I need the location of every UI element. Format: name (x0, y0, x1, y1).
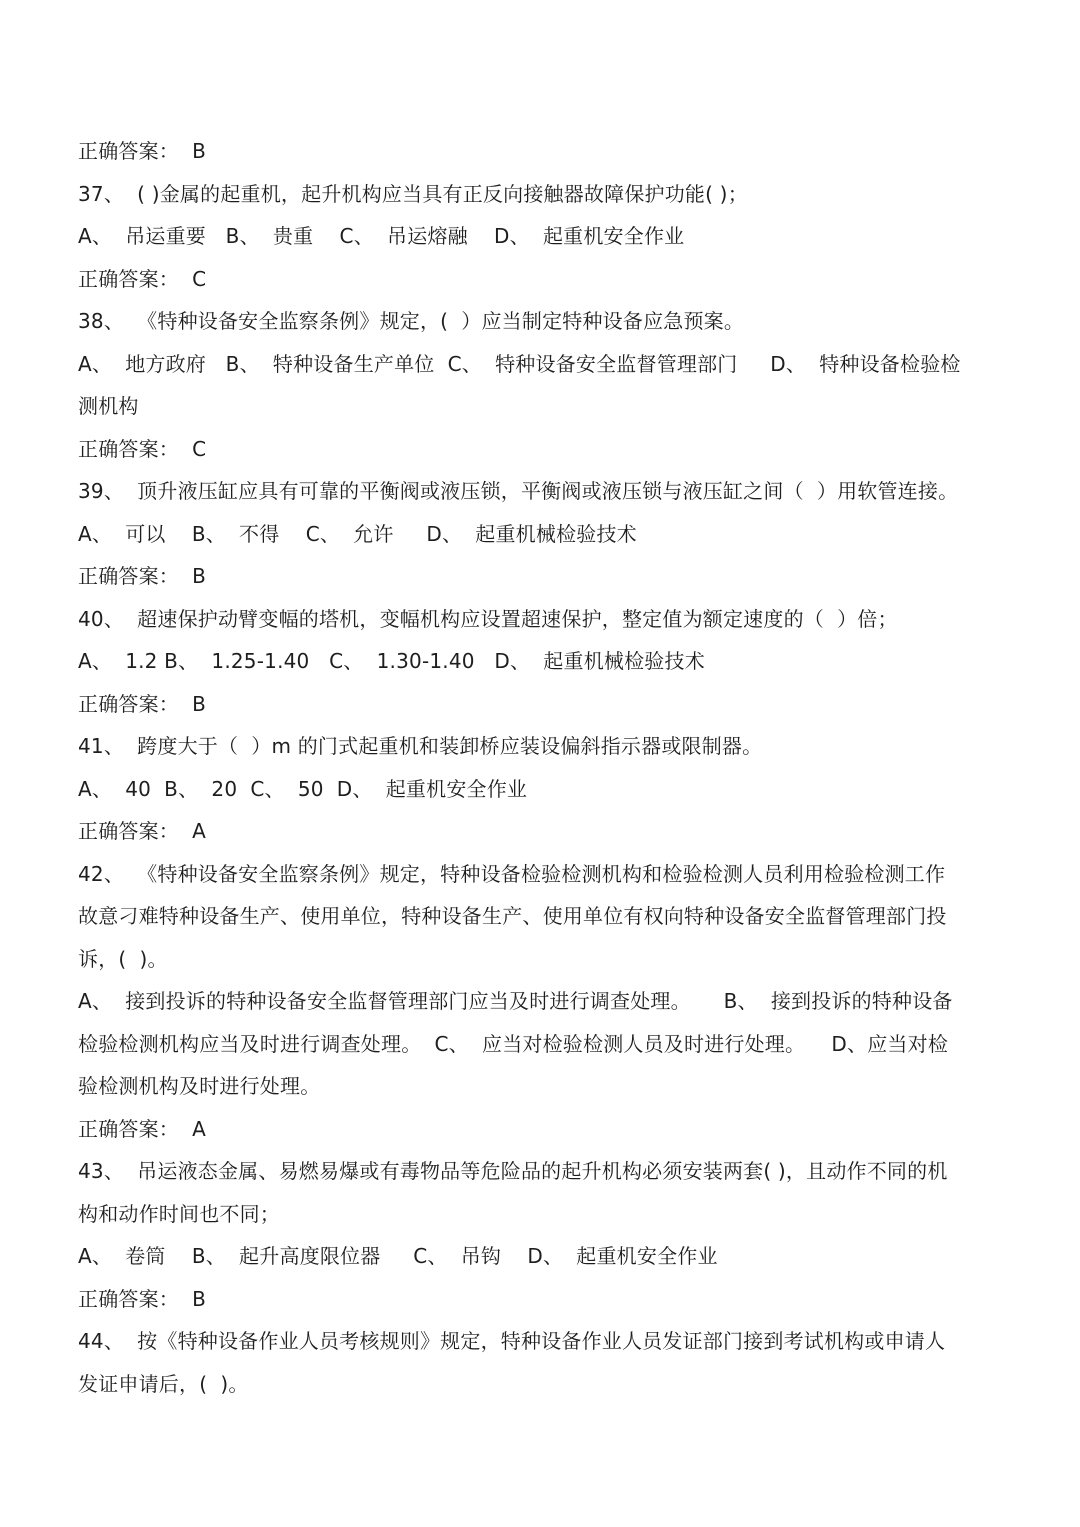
question-line: 构和动作时间也不同； (78, 1202, 280, 1226)
question-line: 诉，( )。 (78, 947, 168, 971)
options-line: A、 地方政府 B、 特种设备生产单位 C、 特种设备安全监督管理部门 D、 特种设备检验检 (78, 352, 961, 376)
answer-line: 正确答案： B (78, 692, 207, 716)
question-line: 38、 《特种设备安全监察条例》规定，( ）应当制定特种设备应急预案。 (78, 309, 745, 333)
options-line: 检验检测机构应当及时进行调查处理。 C、 应当对检验检测人员及时进行处理。 D、应当对检 (78, 1032, 949, 1056)
options-line: A、 吊运重要 B、 贵重 C、 吊运熔融 D、 起重机安全作业 (78, 224, 685, 248)
question-line: 43、 吊运液态金属、易燃易爆或有毒物品等危险品的起升机构必须安装两套( )，且动作不同的机 (78, 1159, 948, 1183)
options-line: A、 接到投诉的特种设备安全监督管理部门应当及时进行调查处理。 B、 接到投诉的特种设备 (78, 989, 953, 1013)
answer-line: 正确答案： C (78, 267, 207, 291)
options-line: A、 1.2 B、 1.25-1.40 C、 1.30-1.40 D、 起重机械检验技术 (78, 649, 705, 673)
answer-line: 正确答案： B (78, 564, 207, 588)
question-line: 37、 ( )金属的起重机，起升机构应当具有正反向接触器故障保护功能( )； (78, 182, 748, 206)
question-line: 发证申请后，( )。 (78, 1372, 249, 1396)
options-line: 验检测机构及时进行处理。 (78, 1074, 321, 1098)
question-line: 40、 超速保护动臂变幅的塔机，变幅机构应设置超速保护，整定值为额定速度的（ ）倍； (78, 607, 898, 631)
question-line: 42、 《特种设备安全监察条例》规定，特种设备检验检测机构和检验检测人员利用检验检测工作 (78, 862, 946, 886)
options-line: A、 卷筒 B、 起升高度限位器 C、 吊钩 D、 起重机安全作业 (78, 1244, 718, 1268)
answer-line: 正确答案： C (78, 437, 207, 461)
question-line: 44、 按《特种设备作业人员考核规则》规定，特种设备作业人员发证部门接到考试机构或申请人 (78, 1329, 946, 1353)
answer-line: 正确答案： A (78, 1117, 206, 1141)
question-line: 41、 跨度大于（ ）m 的门式起重机和装卸桥应装设偏斜指示器或限制器。 (78, 734, 763, 758)
answer-line: 正确答案： B (78, 1287, 207, 1311)
answer-line: 正确答案： A (78, 819, 206, 843)
options-line: A、 可以 B、 不得 C、 允许 D、 起重机械检验技术 (78, 522, 637, 546)
options-line: 测机构 (78, 394, 139, 418)
answer-line: 正确答案： B (78, 139, 207, 163)
question-line: 故意刁难特种设备生产、使用单位，特种设备生产、使用单位有权向特种设备安全监督管理部门投 (78, 904, 947, 928)
options-line: A、 40 B、 20 C、 50 D、 起重机安全作业 (78, 777, 528, 801)
question-line: 39、 顶升液压缸应具有可靠的平衡阀或液压锁，平衡阀或液压锁与液压缸之间（ ）用软管连接。 (78, 479, 959, 503)
